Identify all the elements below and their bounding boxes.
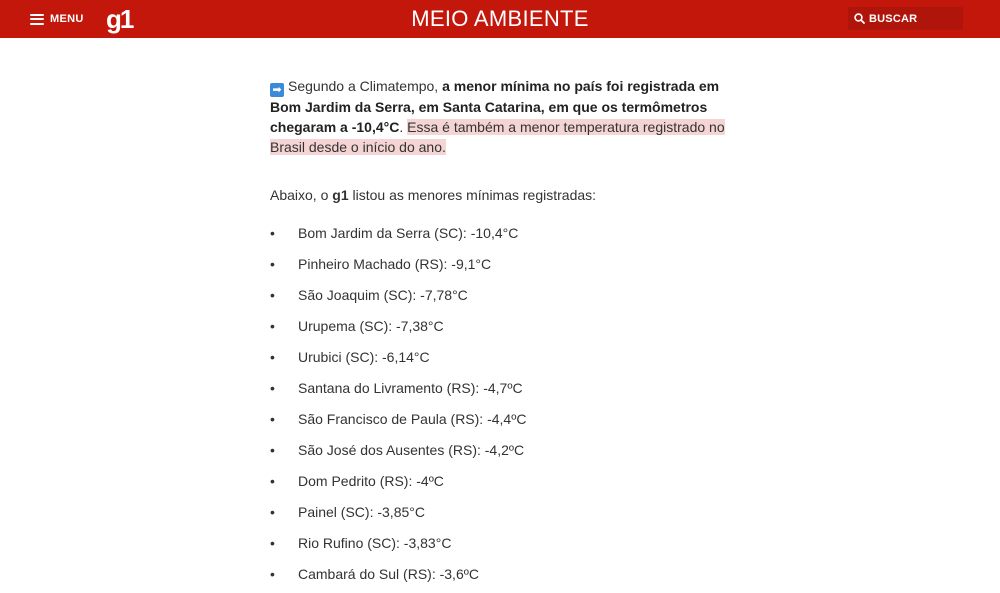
list-item [270,252,730,283]
intro-prefix: Abaixo, o [270,187,333,203]
intro-brand: g1 [332,187,349,203]
article-body [270,76,730,593]
bullet: • [270,566,275,582]
list-item [270,562,730,593]
lead-text: Segundo a Climatempo, [288,78,443,94]
list-item-text: Cambará do Sul (RS): -3,6ºC [298,566,479,582]
list-item-text: Urupema (SC): -7,38°C [298,318,444,334]
list-item [270,345,730,376]
list-item [270,500,730,531]
search-icon [854,13,865,24]
bullet: • [270,473,275,489]
list-item-text: Urubici (SC): -6,14°C [298,349,430,365]
highlighted-text: Essa é também a menor temperatura registrado no Brasil desde o início do ano. [270,119,725,155]
menu-button[interactable] [30,11,84,27]
list-item [270,531,730,562]
menu-label: MENU [50,13,84,25]
bullet: • [270,225,275,241]
list-item-text: São Joaquim (SC): -7,78°C [298,287,468,303]
bullet: • [270,411,275,427]
list-item-text: Painel (SC): -3,85°C [298,504,425,520]
top-header [0,0,1000,38]
arrow-right-icon: ➡ [270,83,284,97]
list-item-text: São José dos Ausentes (RS): -4,2ºC [298,442,525,458]
list-item-text: Dom Pedrito (RS): -4ºC [298,473,444,489]
list-item [270,314,730,345]
bullet: • [270,380,275,396]
hamburger-icon [30,14,44,25]
list-item-text: São Francisco de Paula (RS): -4,4ºC [298,411,527,427]
list-item-text: Bom Jardim da Serra (SC): -10,4°C [298,225,519,241]
list-item-text: Rio Rufino (SC): -3,83°C [298,535,452,551]
list-item [270,283,730,314]
bullet: • [270,349,275,365]
bullet: • [270,318,275,334]
list-item-text: Pinheiro Machado (RS): -9,1°C [298,256,492,272]
list-item [270,407,730,438]
search-label: BUSCAR [869,12,918,25]
bullet: • [270,442,275,458]
lead-paragraph [270,76,730,157]
lead-bold-text: a menor mínima no país foi registrada em Bom Jardim da Serra, em Santa Catarina, em que os termômetros chegaram a -10,4°C [270,78,720,135]
g1-logo[interactable]: g1 [106,4,133,34]
bullet: • [270,256,275,272]
search-button[interactable] [848,7,963,30]
bullet: • [270,504,275,520]
section-title: MEIO AMBIENTE [411,6,589,31]
lead-period: . [399,119,408,135]
bullet: • [270,535,275,551]
temperature-list [270,221,730,593]
list-item [270,221,730,252]
list-item [270,438,730,469]
list-item [270,376,730,407]
bullet: • [270,287,275,303]
list-item [270,469,730,500]
list-item-text: Santana do Livramento (RS): -4,7ºC [298,380,523,396]
list-intro [270,185,730,205]
intro-suffix: listou as menores mínimas registradas: [348,187,597,203]
